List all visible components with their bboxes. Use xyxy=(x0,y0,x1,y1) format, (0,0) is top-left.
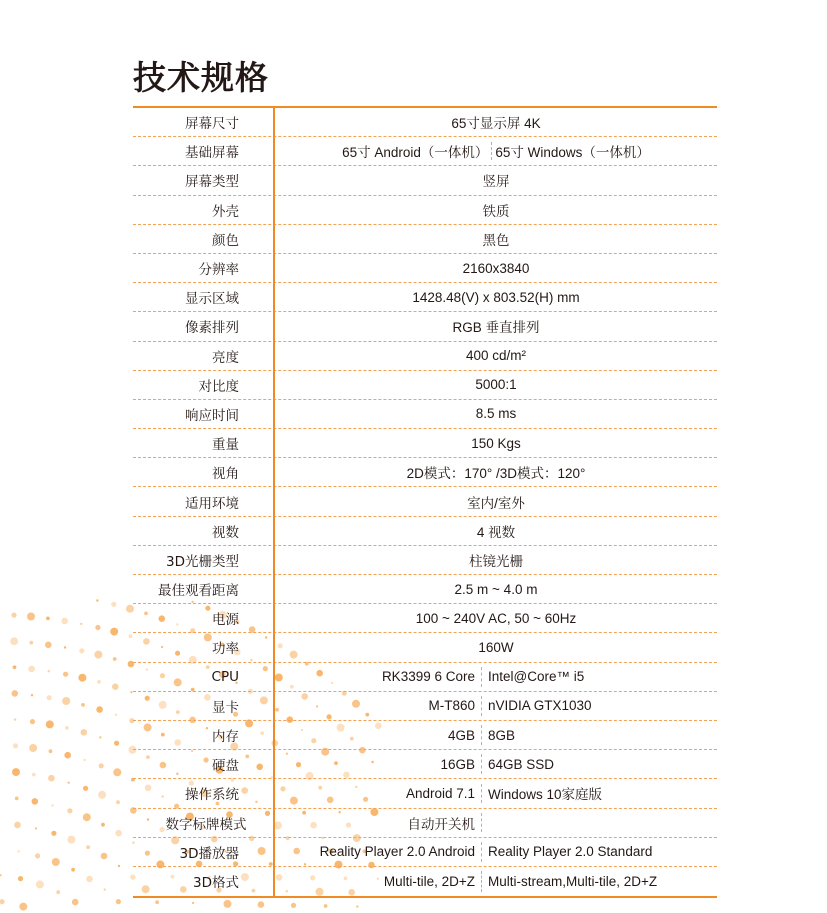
spec-label: 响应时间 xyxy=(185,407,239,424)
spec-value-android: 16GB xyxy=(440,756,475,772)
decorative-dot xyxy=(0,874,2,876)
spec-label: 内存 xyxy=(212,729,239,746)
decorative-dot xyxy=(35,853,40,858)
spec-label: 数字标牌模式 xyxy=(165,816,247,833)
spec-row-cpu xyxy=(133,663,717,692)
spec-value: 5000:1 xyxy=(475,377,517,393)
decorative-dot xyxy=(12,690,19,697)
spec-value-android: 自动开关机 xyxy=(407,816,475,832)
spec-label: 外壳 xyxy=(212,203,239,220)
decorative-dot xyxy=(31,694,33,696)
spec-label: 3D播放器 xyxy=(179,845,239,862)
decorative-dot xyxy=(192,902,194,904)
decorative-dot xyxy=(62,697,70,705)
decorative-dot xyxy=(47,695,52,700)
decorative-dot xyxy=(78,674,86,682)
decorative-dot xyxy=(64,752,71,759)
decorative-dot xyxy=(19,903,27,911)
spec-label: 最佳观看距离 xyxy=(158,583,239,600)
decorative-dot xyxy=(356,905,358,907)
spec-row-response-time xyxy=(133,400,717,429)
table-divider xyxy=(273,108,275,896)
decorative-dot xyxy=(94,651,102,659)
decorative-dot xyxy=(115,714,117,716)
spec-value-windows: nVIDIA GTX1030 xyxy=(488,698,592,714)
decorative-dot xyxy=(71,868,75,872)
decorative-dot xyxy=(95,625,100,630)
spec-row-grating-type xyxy=(133,546,717,575)
spec-value-windows: 65寸 Windows（一体机） xyxy=(495,145,650,161)
spec-row-storage xyxy=(133,750,717,779)
decorative-dot xyxy=(83,786,88,791)
spec-label: 功率 xyxy=(212,641,239,658)
decorative-dot xyxy=(18,876,23,881)
spec-value-pair xyxy=(275,141,717,161)
spec-label: 颜色 xyxy=(212,232,239,249)
decorative-dot xyxy=(52,858,60,866)
spec-value-split xyxy=(275,721,717,749)
spec-label: 亮度 xyxy=(212,349,239,366)
decorative-dot xyxy=(14,822,21,829)
decorative-dot xyxy=(83,813,91,821)
spec-table xyxy=(133,106,717,898)
spec-value-android: M-T860 xyxy=(428,698,475,714)
decorative-dot xyxy=(28,666,35,673)
decorative-dot xyxy=(99,763,104,768)
spec-value: 4 视数 xyxy=(476,524,516,540)
spec-value: 2.5 m ~ 4.0 m xyxy=(454,581,538,597)
spec-value-split xyxy=(275,692,717,720)
decorative-dot xyxy=(46,720,54,728)
decorative-dot xyxy=(116,899,121,904)
spec-value: 柱镜光栅 xyxy=(469,553,523,569)
spec-label: 显卡 xyxy=(212,699,239,716)
spec-label: 适用环境 xyxy=(185,495,239,512)
spec-value: 室内/室外 xyxy=(467,495,525,511)
spec-label: 像素排列 xyxy=(185,320,239,337)
spec-value: 1428.48(V) x 803.52(H) mm xyxy=(412,289,580,305)
spec-row-3d-player xyxy=(133,838,717,867)
spec-value-split xyxy=(275,663,717,691)
decorative-dot xyxy=(32,798,39,805)
spec-label: 分辨率 xyxy=(198,262,239,279)
spec-row-gpu xyxy=(133,692,717,721)
decorative-dot xyxy=(324,904,328,908)
decorative-dot xyxy=(29,641,33,645)
split-separator xyxy=(481,813,482,833)
decorative-dot xyxy=(32,773,36,777)
spec-label: 基础屏幕 xyxy=(185,145,239,162)
decorative-dot xyxy=(99,736,101,738)
decorative-dot xyxy=(61,618,68,625)
decorative-dot xyxy=(79,648,84,653)
spec-row-3d-format xyxy=(133,867,717,896)
spec-value-split xyxy=(275,809,717,837)
spec-row-power-supply xyxy=(133,604,717,633)
spec-row-memory xyxy=(133,721,717,750)
spec-row-screen-size xyxy=(133,108,717,137)
spec-value: 160W xyxy=(478,639,514,655)
spec-label: 屏幕尺寸 xyxy=(185,116,239,133)
decorative-dot xyxy=(51,804,53,806)
spec-value-split xyxy=(275,750,717,778)
spec-value-android: Multi-tile, 2D+Z xyxy=(383,873,475,889)
decorative-dot xyxy=(98,791,106,799)
spec-label: 对比度 xyxy=(198,378,239,395)
spec-label: 重量 xyxy=(212,437,239,454)
spec-row-pixel-arrangement xyxy=(133,312,717,341)
spec-row-viewing-distance xyxy=(133,575,717,604)
spec-row-housing xyxy=(133,196,717,225)
decorative-dot xyxy=(86,845,90,849)
decorative-dot xyxy=(13,743,18,748)
spec-row-viewing-angle xyxy=(133,458,717,487)
pair-separator xyxy=(491,142,492,160)
spec-row-brightness xyxy=(133,342,717,371)
spec-value-android: 65寸 Android（一体机） xyxy=(342,145,489,161)
spec-value-windows: 8GB xyxy=(488,727,516,743)
spec-value: 铁质 xyxy=(482,203,510,219)
decorative-dot xyxy=(65,726,69,730)
decorative-dot xyxy=(129,634,133,638)
decorative-dot xyxy=(111,602,116,607)
spec-label: 屏幕类型 xyxy=(185,174,239,191)
decorative-dot xyxy=(112,683,119,690)
spec-row-weight xyxy=(133,429,717,458)
spec-label: 硬盘 xyxy=(212,758,239,775)
decorative-dot xyxy=(113,768,121,776)
spec-value-windows: Reality Player 2.0 Standard xyxy=(488,844,653,860)
spec-row-environment xyxy=(133,487,717,516)
spec-value: 黑色 xyxy=(482,232,510,248)
decorative-dot xyxy=(101,853,108,860)
decorative-dot xyxy=(96,599,98,601)
decorative-dot xyxy=(258,901,265,908)
spec-label: 视角 xyxy=(212,466,239,483)
spec-row-base-screen xyxy=(133,137,717,166)
decorative-dot xyxy=(68,782,70,784)
spec-value-split xyxy=(275,867,717,896)
spec-label: 电源 xyxy=(212,612,239,629)
spec-row-power xyxy=(133,633,717,662)
decorative-dot xyxy=(224,900,232,908)
decorative-dot xyxy=(49,749,53,753)
decorative-dot xyxy=(18,850,20,852)
decorative-dot xyxy=(63,672,68,677)
spec-label: 操作系统 xyxy=(185,787,239,804)
decorative-dot xyxy=(81,729,88,736)
spec-value-android: RK3399 6 Core xyxy=(381,669,475,685)
spec-value: 65寸显示屏 4K xyxy=(451,116,541,132)
decorative-dot xyxy=(0,899,5,904)
decorative-dot xyxy=(13,665,17,669)
decorative-dot xyxy=(56,890,60,894)
decorative-dot xyxy=(48,670,50,672)
decorative-dot xyxy=(45,642,52,649)
spec-value-android: Reality Player 2.0 Android xyxy=(319,844,475,860)
spec-value: 竖屏 xyxy=(482,174,510,190)
spec-value-windows: Multi-stream,Multi-tile, 2D+Z xyxy=(488,873,658,889)
decorative-dot xyxy=(113,657,117,661)
spec-row-resolution xyxy=(133,254,717,283)
decorative-dot xyxy=(46,617,50,621)
decorative-dot xyxy=(15,797,19,801)
decorative-dot xyxy=(291,903,296,908)
decorative-dot xyxy=(86,876,93,883)
spec-row-contrast xyxy=(133,371,717,400)
decorative-dot xyxy=(114,741,119,746)
decorative-dot xyxy=(155,900,159,904)
spec-value: 2D模式：170° /3D模式：120° xyxy=(406,466,586,482)
spec-value-android: Android 7.1 xyxy=(405,785,475,801)
spec-row-os xyxy=(133,779,717,808)
decorative-dot xyxy=(80,623,82,625)
spec-row-views xyxy=(133,517,717,546)
decorative-dot xyxy=(110,628,118,636)
spec-row-screen-type xyxy=(133,166,717,195)
spec-value-windows: Windows 10家庭版 xyxy=(488,787,603,803)
decorative-dot xyxy=(10,637,18,645)
decorative-dot xyxy=(67,836,75,844)
spec-label: 3D光栅类型 xyxy=(166,553,239,570)
decorative-dot xyxy=(11,613,16,618)
decorative-dot xyxy=(83,759,85,761)
spec-value-split xyxy=(275,838,717,866)
spec-row-signage-mode xyxy=(133,809,717,838)
decorative-dot xyxy=(48,775,55,782)
decorative-dot xyxy=(12,768,20,776)
decorative-dot xyxy=(116,800,120,804)
spec-value-windows: 64GB SSD xyxy=(488,756,555,772)
decorative-dot xyxy=(64,646,66,648)
spec-label: 显示区域 xyxy=(185,291,239,308)
spec-label: 视数 xyxy=(212,524,239,541)
spec-value-windows: Intel@Core™ i5 xyxy=(488,669,585,685)
spec-row-color xyxy=(133,225,717,254)
decorative-dot xyxy=(27,613,35,621)
decorative-dot xyxy=(30,719,35,724)
decorative-dot xyxy=(118,865,120,867)
decorative-dot xyxy=(115,830,122,837)
spec-label: 3D格式 xyxy=(193,875,239,892)
spec-value: 150 Kgs xyxy=(471,435,521,451)
page-title: 技术规格 xyxy=(133,58,269,97)
decorative-dot xyxy=(104,888,106,890)
spec-value: 400 cd/m² xyxy=(465,348,527,364)
spec-value-android: 4GB xyxy=(447,727,475,743)
decorative-dot xyxy=(97,680,101,684)
decorative-dot xyxy=(35,827,37,829)
decorative-dot xyxy=(36,880,44,888)
spec-row-display-area xyxy=(133,283,717,312)
spec-value: RGB 垂直排列 xyxy=(452,320,540,336)
spec-label: CPU xyxy=(211,668,239,685)
decorative-dot xyxy=(81,703,85,707)
decorative-dot xyxy=(72,899,79,906)
spec-value: 2160x3840 xyxy=(462,260,530,276)
decorative-dot xyxy=(67,808,72,813)
decorative-dot xyxy=(29,744,37,752)
decorative-dot xyxy=(101,823,105,827)
decorative-dot xyxy=(14,718,16,720)
decorative-dot xyxy=(51,831,56,836)
spec-value: 100 ~ 240V AC, 50 ~ 60Hz xyxy=(415,610,577,626)
decorative-dot xyxy=(96,706,103,713)
spec-value: 8.5 ms xyxy=(475,406,517,422)
spec-value-split xyxy=(275,779,717,807)
